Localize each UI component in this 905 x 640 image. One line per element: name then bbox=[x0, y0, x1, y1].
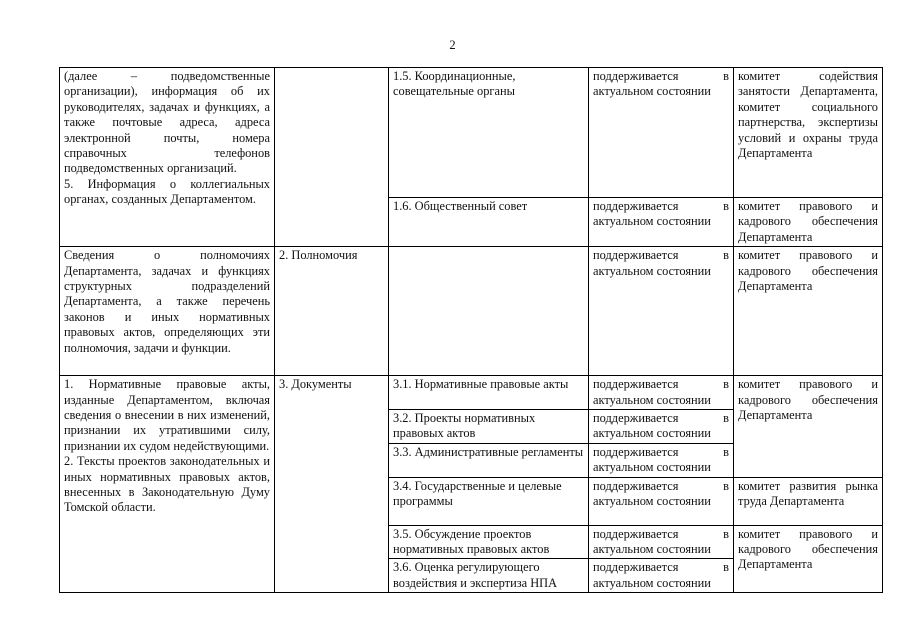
subsection-cell: 3.5. Обсуждение проектов нормативных правовых актов bbox=[389, 525, 589, 559]
status-cell: поддерживается в актуальном состоянии bbox=[589, 477, 734, 525]
subsection-cell: 3.4. Государственные и целевые программы bbox=[389, 477, 589, 525]
table-row bbox=[60, 247, 883, 376]
subsection-cell: 3.3. Административные регламенты bbox=[389, 443, 589, 477]
info-description-cell bbox=[60, 68, 275, 247]
subsection-cell: 1.5. Координационные, совещательные органы bbox=[389, 68, 589, 198]
info-description-cell bbox=[60, 376, 275, 593]
subsection-cell: 3.1. Нормативные правовые акты bbox=[389, 376, 589, 410]
status-cell: поддерживается в актуальном состоянии bbox=[589, 376, 734, 410]
status-cell: поддерживается в актуальном состоянии bbox=[589, 198, 734, 247]
status-cell: поддерживается в актуальном состоянии bbox=[589, 443, 734, 477]
section-cell: 2. Полномочия bbox=[275, 247, 389, 376]
section-cell: 3. Документы bbox=[275, 376, 389, 593]
responsible-cell: комитет правового и кадрового обеспечения Департамента bbox=[734, 198, 883, 247]
status-cell: поддерживается в актуальном состоянии bbox=[589, 410, 734, 444]
information-table bbox=[59, 67, 883, 593]
section-cell bbox=[275, 68, 389, 247]
info-description-text: 5. Информация о коллегиальных органах, созданных Департаментом. bbox=[64, 176, 270, 207]
subsection-cell: 3.6. Оценка регулирующего воздействия и экспертиза НПА bbox=[389, 559, 589, 593]
info-description-text: (далее – подведомственные организации), информация об их руководителях, задачах и функциях, а также почтовые адреса, адреса электронной почты, номера справочных телефонов подведомственных организаций. bbox=[64, 69, 270, 176]
info-description-text: 1. Нормативные правовые акты, изданные Департаментом, включая сведения о внесении в них изменений, признании их утратившими силу, признании их судом недействующими. bbox=[64, 377, 270, 453]
table-row bbox=[60, 376, 883, 410]
subsection-cell: 3.2. Проекты нормативных правовых актов bbox=[389, 410, 589, 444]
status-cell: поддерживается в актуальном состоянии bbox=[589, 247, 734, 376]
responsible-cell: комитет правового и кадрового обеспечения Департамента bbox=[734, 247, 883, 376]
responsible-cell: комитет развития рынка труда Департамента bbox=[734, 477, 883, 525]
page-number: 2 bbox=[449, 38, 456, 52]
responsible-cell: комитет правового и кадрового обеспечения Департамента bbox=[734, 376, 883, 477]
status-cell: поддерживается в актуальном состоянии bbox=[589, 559, 734, 593]
responsible-cell: комитет содействия занятости Департамента, комитет социального партнерства, экспертизы условий и охраны труда Департамента bbox=[734, 68, 883, 198]
responsible-cell: комитет правового и кадрового обеспечения Департамента bbox=[734, 525, 883, 593]
table-row bbox=[60, 68, 883, 198]
info-description-cell: Сведения о полномочиях Департамента, задачах и функциях структурных подразделений Департамента, а также перечень законов и иных нормативных правовых актов, определяющих эти полномочия, задачи и функции. bbox=[60, 247, 275, 376]
info-description-text: 2. Тексты проектов законодательных и иных нормативных правовых актов, внесенных в Законодательную Думу Томской области. bbox=[64, 454, 270, 515]
subsection-cell: 1.6. Общественный совет bbox=[389, 198, 589, 247]
status-cell: поддерживается в актуальном состоянии bbox=[589, 525, 734, 559]
subsection-cell bbox=[389, 247, 589, 376]
status-cell: поддерживается в актуальном состоянии bbox=[589, 68, 734, 198]
